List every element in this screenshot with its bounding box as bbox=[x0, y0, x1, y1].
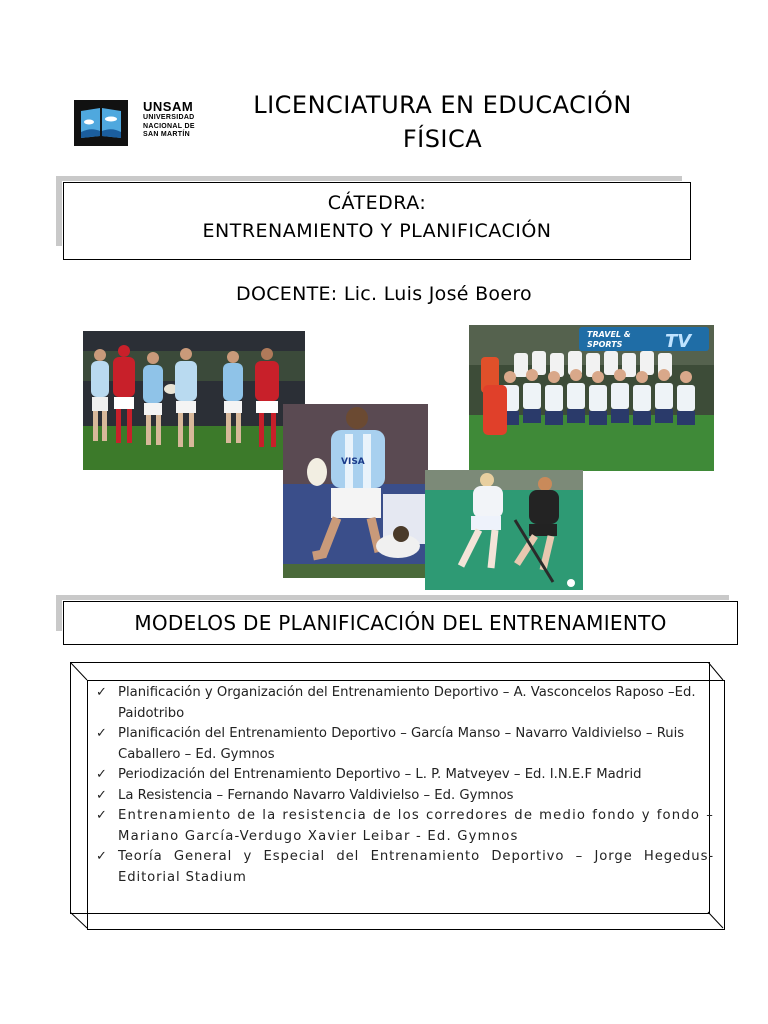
modelos-shadow-top bbox=[56, 595, 729, 600]
photo-hockey-team bbox=[469, 325, 714, 471]
title-line-2: FÍSICA bbox=[402, 125, 483, 153]
modelos-shadow-left bbox=[56, 595, 62, 631]
check-icon: ✓ bbox=[96, 787, 107, 803]
section-title: MODELOS DE PLANIFICACIÓN DEL ENTRENAMIENTO bbox=[63, 601, 738, 645]
bibliography-entry: La Resistencia – Fernando Navarro Valdivielso – Ed. Gymnos bbox=[118, 787, 514, 803]
tv-logo-line1: TRAVEL & bbox=[587, 330, 631, 339]
photo-womens-hockey bbox=[425, 470, 583, 590]
check-icon: ✓ bbox=[96, 849, 108, 864]
bibliography-entry: Planificación del Entrenamiento Deportivo – García Manso – Navarro Valdivielso – Ruis Caballero – Ed. Gymnos bbox=[118, 726, 685, 762]
photo-rugby-player bbox=[283, 404, 428, 578]
tv-logo-line2: SPORTS bbox=[587, 340, 623, 349]
bibliography-entry: Teoría General y Especial del Entrenamiento Deportivo – Jorge Hegedus- Editorial Stadium bbox=[118, 849, 714, 885]
check-icon: ✓ bbox=[96, 808, 109, 823]
title-line-1: LICENCIATURA EN EDUCACIÓN bbox=[253, 91, 632, 119]
docente-label: DOCENTE: bbox=[236, 283, 338, 305]
logo-line-3: SAN MARTÍN bbox=[143, 131, 190, 138]
catedra-box bbox=[63, 182, 691, 260]
list-item bbox=[96, 847, 714, 888]
list-item bbox=[96, 724, 714, 765]
unsam-logo bbox=[72, 99, 212, 149]
logo-text bbox=[143, 99, 195, 140]
check-icon: ✓ bbox=[96, 685, 107, 700]
check-icon: ✓ bbox=[96, 767, 107, 782]
list-item bbox=[96, 683, 714, 724]
sponsor-label: VISA bbox=[341, 457, 365, 467]
catedra-name: ENTRENAMIENTO Y PLANIFICACIÓN bbox=[202, 220, 552, 242]
tv-logo-tv: TV bbox=[665, 331, 692, 352]
logo-brand: UNSAM bbox=[143, 99, 194, 114]
docente-line bbox=[0, 283, 768, 305]
list-item bbox=[96, 765, 714, 786]
list-item bbox=[96, 806, 714, 847]
bibliography-list bbox=[96, 683, 714, 888]
page-title bbox=[225, 88, 660, 156]
photo-rugby-match bbox=[83, 331, 305, 470]
bibliography-entry: Planificación y Organización del Entrenamiento Deportivo – A. Vasconcelos Raposo –Ed. Paidotribo bbox=[118, 685, 696, 721]
docente-name: Lic. Luis José Boero bbox=[343, 283, 532, 305]
catedra-shadow-left bbox=[56, 176, 62, 246]
book-emblem-icon bbox=[74, 100, 128, 146]
bibliography-entry: Entrenamiento de la resistencia de los corredores de medio fondo y fondo – Mariano García-Verdugo Xavier Leibar - Ed. Gymnos bbox=[118, 808, 714, 844]
catedra-shadow-top bbox=[56, 176, 682, 181]
logo-line-1: UNIVERSIDAD bbox=[143, 114, 195, 121]
list-item bbox=[96, 786, 714, 807]
check-icon: ✓ bbox=[96, 726, 107, 741]
bibliography-entry: Periodización del Entrenamiento Deportivo – L. P. Matveyev – Ed. I.N.E.F Madrid bbox=[118, 767, 642, 782]
catedra-label: CÁTEDRA: bbox=[327, 192, 427, 214]
logo-line-2: NACIONAL DE bbox=[143, 122, 195, 130]
